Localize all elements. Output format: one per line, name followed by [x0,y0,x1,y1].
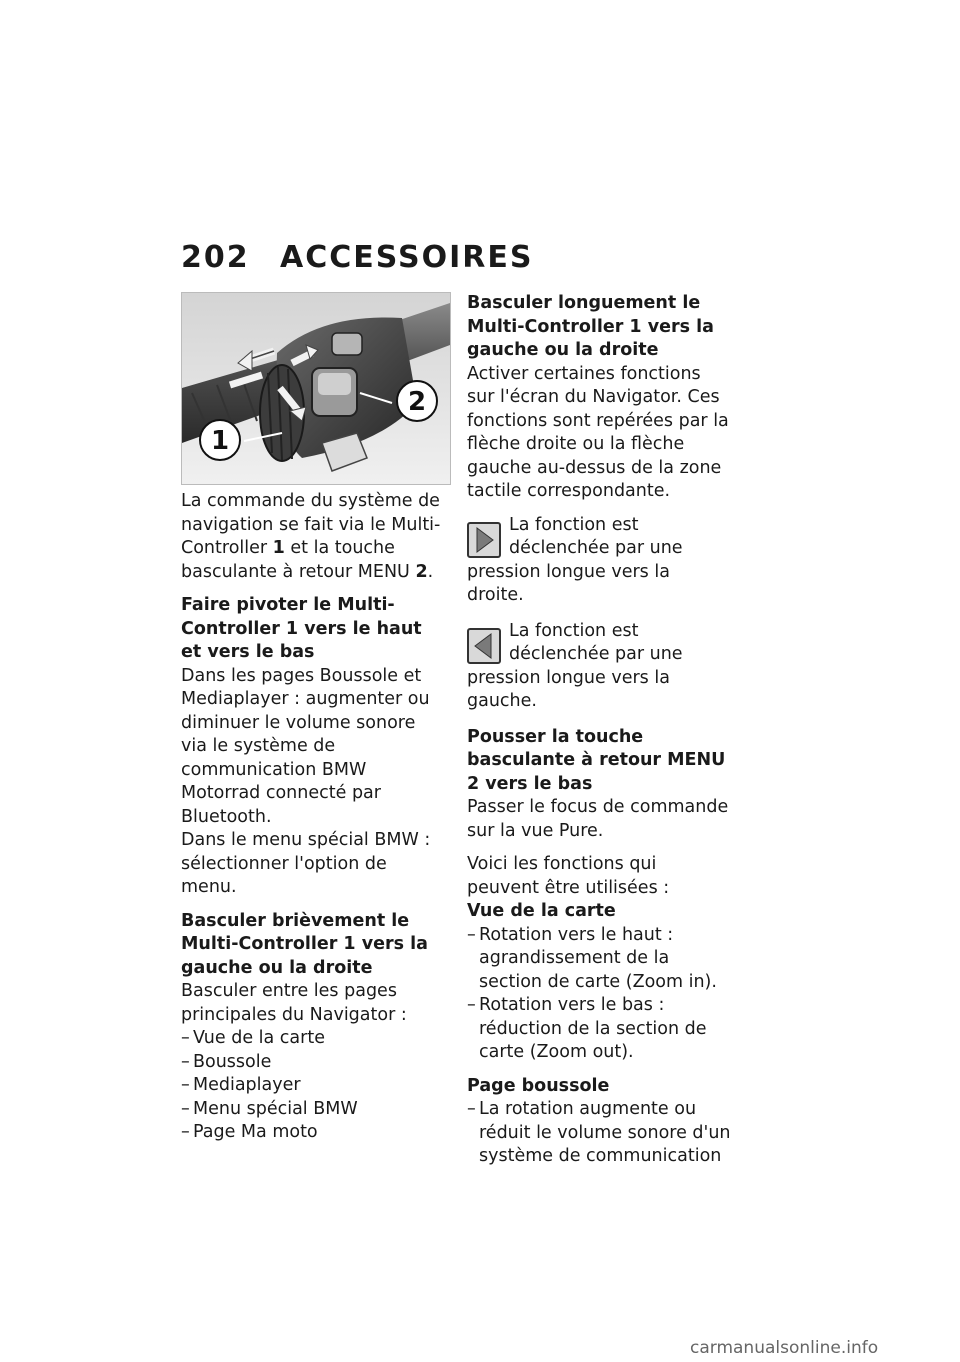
list-item: – Mediaplayer [181,1074,446,1098]
section-heading-menu-down: Pousser la touche basculante à retour MENU 2 vers le bas [467,726,726,794]
section-heading-short-tilt: Basculer brièvement le Multi-Controller 1 vers la gauche ou la droite [181,910,428,978]
handlebar-drawing [182,293,450,484]
section-heading-long-tilt: Basculer longuement le Multi-Controller 1 vers la gauche ou la droite [467,293,714,360]
list-item: – Rotation vers le bas : réduction de la section de carte (Zoom out). [467,994,732,1065]
intro-text-2: et la touche basculante à retour MENU [181,538,416,582]
section-body-short-tilt: Basculer entre les pages principales du Navigator : [181,981,407,1025]
left-column [181,490,446,1155]
list-item: – Rotation vers le haut : agrandissement de la section de carte (Zoom in). [467,924,732,995]
callout-2-label: 2 [407,387,427,417]
list-item: – Vue de la carte [181,1027,446,1051]
right-column [467,292,732,1179]
list-item: – La rotation augmente ou réduit le volume sonore d'un système de communication [467,1098,732,1169]
intro-text-1: La commande du système de navigation se fait via le Multi-Controller [181,491,441,558]
list-item: – Page Ma moto [181,1121,446,1145]
note-right-text: La fonction est déclenchée par une pression longue vers la droite. [467,514,683,605]
multi-controller-illustration [181,292,451,485]
section-heading-rotate: Faire pivoter le Multi-Controller 1 vers le haut et vers le bas [181,595,422,662]
map-view-heading: Vue de la carte [467,901,616,921]
compass-page-list [467,1098,732,1169]
list-item: – Menu spécial BMW [181,1098,446,1122]
note-left-press [467,620,732,714]
section-body-rotate-2: Dans le menu spécial BMW : sélectionner l'option de menu. [181,830,431,897]
arrow-left-icon [467,628,501,664]
callout-1-label: 1 [210,426,230,456]
note-left-text: La fonction est déclenchée par une pression longue vers la gauche. [467,620,683,711]
page-number: 202 [181,240,250,275]
navigator-pages-list [181,1027,446,1145]
intro-text-3: . [427,561,434,582]
arrow-right-icon [467,522,501,558]
intro-ref-1: 1 [272,538,285,558]
compass-page-heading: Page boussole [467,1075,610,1096]
intro-paragraph [181,490,446,584]
section-body-long-tilt: Activer certaines fonctions sur l'écran du Navigator. Ces fonctions sont repérées par la flèche droite ou la flèche gauche au-dessus de la zone tactile correspondante. [467,363,729,501]
watermark: carmanualsonline.info [690,1338,879,1358]
functions-intro: Voici les fonctions qui peuvent être utilisées : [467,854,670,898]
list-item: – Boussole [181,1051,446,1075]
map-view-list [467,924,732,1065]
page-header [181,240,533,275]
section-title: ACCESSOIRES [280,240,534,275]
intro-ref-2: 2 [415,561,428,582]
note-right-press [467,514,732,608]
section-body-rotate-1: Dans les pages Boussole et Mediaplayer : augmenter ou diminuer le volume sonore via le système de communication BMW Motorrad connecté par Bluetooth. [181,665,430,827]
section-body-menu-down: Passer le focus de commande sur la vue Pure. [467,797,729,841]
